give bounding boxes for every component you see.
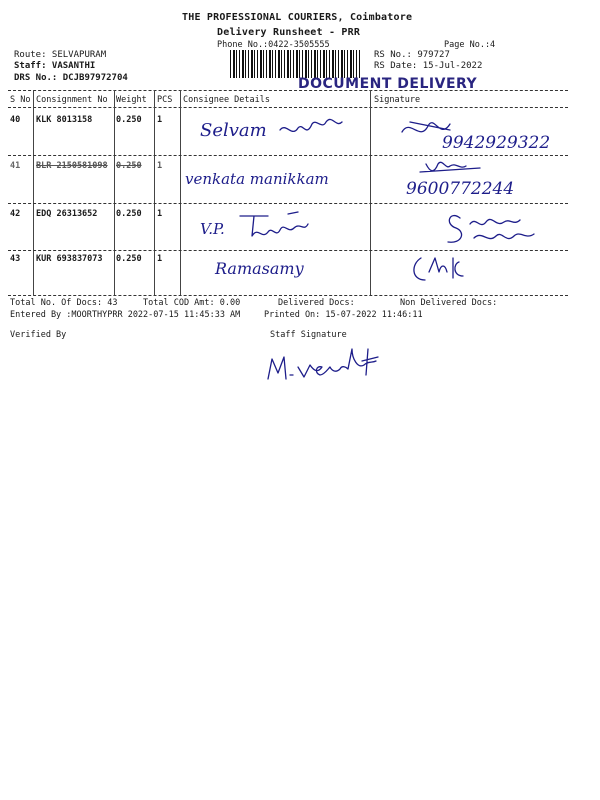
signature-phone: 9942929322 xyxy=(442,133,551,153)
row-sno: 41 xyxy=(10,161,21,171)
handwritten-consignee-name xyxy=(185,160,365,196)
col-header-pcs: PCS xyxy=(157,95,173,105)
col-divider xyxy=(114,90,115,295)
row-consignment: EDQ 26313652 xyxy=(36,209,98,219)
handwritten-consignee-name xyxy=(200,112,370,152)
signature-phone: 9600772244 xyxy=(406,179,515,199)
consignee-handwriting: venkata manikkam xyxy=(185,170,329,188)
col-header-weight: Weight xyxy=(116,95,147,105)
col-header-consignee: Consignee Details xyxy=(183,95,270,105)
route: Route: SELVAPURAM xyxy=(14,50,107,60)
page-number: Page No.:4 xyxy=(444,40,496,50)
table-bottom-rule xyxy=(8,295,568,296)
rs-date: RS Date: 15-Jul-2022 xyxy=(374,61,483,71)
row-pcs: 1 xyxy=(157,254,163,264)
signature-scribble xyxy=(414,258,463,280)
row-sno: 42 xyxy=(10,209,21,219)
entered-by: Entered By :MOORTHYPRR 2022-07-15 11:45:33 AM xyxy=(10,310,241,320)
drs-number: DRS No.: DCJB97972704 xyxy=(14,73,128,83)
staff-signature-scribble xyxy=(268,349,378,379)
row-pcs: 1 xyxy=(157,209,163,219)
row-consignment: KLK 8013158 xyxy=(36,115,93,125)
signature-scribble xyxy=(402,122,450,132)
table-header-rule xyxy=(8,107,568,108)
phone-number: Phone No.:0422-3505555 xyxy=(217,40,330,50)
rs-number: RS No.: 979727 xyxy=(374,50,450,60)
col-header-sno: S No xyxy=(10,95,31,105)
table-top-rule xyxy=(8,90,568,91)
staff-signature-label: Staff Signature xyxy=(270,330,347,340)
row-sno: 43 xyxy=(10,254,21,264)
row-weight: 0.250 xyxy=(116,209,142,219)
non-delivered-docs: Non Delivered Docs: xyxy=(400,298,498,308)
signature-scribble xyxy=(420,162,480,172)
row-weight: 0.250 xyxy=(116,161,142,171)
company-name: THE PROFESSIONAL COURIERS, Coimbatore xyxy=(182,12,413,23)
handwritten-signature xyxy=(430,204,580,250)
delivered-docs: Delivered Docs: xyxy=(278,298,355,308)
row-consignment: BLR 2150581098 xyxy=(36,161,108,171)
consignee-handwriting: Selvam xyxy=(200,120,267,141)
handwritten-signature xyxy=(405,248,485,288)
total-docs: Total No. Of Docs: 43 xyxy=(10,298,118,308)
document-title: Delivery Runsheet - PRR xyxy=(217,27,361,38)
handwritten-consignee-name xyxy=(200,208,360,244)
handwritten-signature xyxy=(400,158,590,200)
staff-signature-handwriting xyxy=(262,345,402,390)
col-divider xyxy=(33,90,34,295)
col-divider xyxy=(370,90,371,295)
consignee-handwriting: Ramasamy xyxy=(215,259,304,278)
signature-scribble xyxy=(448,216,534,243)
printed-on: Printed On: 15-07-2022 11:46:11 xyxy=(264,310,423,320)
consignee-handwriting: V.P. xyxy=(200,220,225,238)
col-divider xyxy=(180,90,181,295)
consignee-scribble xyxy=(280,119,342,131)
col-header-consignment: Consignment No xyxy=(36,95,108,105)
barcode xyxy=(230,50,360,78)
row-weight: 0.250 xyxy=(116,254,142,264)
handwritten-consignee-name xyxy=(215,250,355,284)
col-divider xyxy=(154,90,155,295)
consignee-scribble xyxy=(240,212,308,236)
handwritten-signature xyxy=(400,112,590,152)
col-header-signature: Signature xyxy=(374,95,421,105)
row-weight: 0.250 xyxy=(116,115,142,125)
document-delivery-stamp: DOCUMENT DELIVERY xyxy=(298,76,478,92)
staff-name: Staff: VASANTHI xyxy=(14,61,96,71)
row-pcs: 1 xyxy=(157,161,163,171)
row-separator xyxy=(8,155,568,156)
row-consignment: KUR 693837073 xyxy=(36,254,103,264)
verified-by: Verified By xyxy=(10,330,67,340)
total-cod: Total COD Amt: 0.00 xyxy=(143,298,241,308)
row-pcs: 1 xyxy=(157,115,163,125)
row-sno: 40 xyxy=(10,115,21,125)
